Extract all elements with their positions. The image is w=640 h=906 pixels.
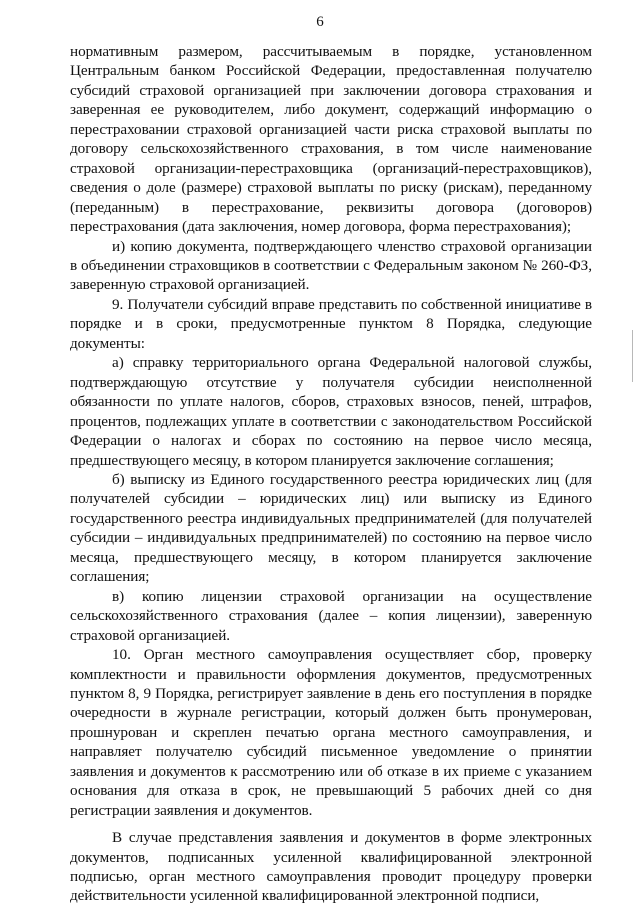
paragraph-item-v: в) копию лицензии страховой организации на осуществление сельскохозяйственного страхования (далее – копия лицензии), заверенную страховой организацией.: [70, 587, 592, 644]
paragraph-clause-10: 10. Орган местного самоуправления осуществляет сбор, проверку комплектности и правильности оформления документов, предусмотренных пунктом 8, 9 Порядка, регистрирует заявление в день его поступления в порядке очередности в журнале регистрации, который должен быть пронумерован, прошнурован и скреплен печатью органа местного самоуправления, и направляет получателю субсидий письменное уведомление о принятии заявления и документов к рассмотрению или об отказе в их приеме с указанием основания для отказа в срок, не превышающий 5 рабочих дней со дня регистрации заявления и документов.: [70, 646, 592, 819]
paragraph-clause-9: 9. Получатели субсидий вправе представить по собственной инициативе в порядке и в сроки, предусмотренные пунктом 8 Порядка, следующие документы:: [70, 295, 592, 352]
scan-margin-mark: [632, 330, 633, 382]
paragraph-reinsurance-continuation: нормативным размером, рассчитываемым в порядке, установленном Центральным банком Российской Федерации, предоставленная получателю субсидий страховой организацией при заключении договора страхования и заверенная ее руководителем, либо документ, содержащий информацию о перестраховании страховой организацией части риска страховой выплаты по договору сельскохозяйственного страхования, в том числе наименование страховой организации-перестраховщика (организаций-перестраховщиков), сведения о доле (размере) страховой выплаты по риску (рискам), переданному (переданным) в перестрахование, реквизиты договора (договоров) перестрахования (дата заключения, номер договора, форма перестрахования);: [70, 43, 592, 236]
paragraph-item-a: а) справку территориального органа Федеральной налоговой службы, подтверждающую отсутствие у получателя субсидии неисполненной обязанности по уплате налогов, сборов, страховых взносов, пеней, штрафов, процентов, подлежащих уплате в соответствии с законодательством Российской Федерации о налогах и сборах по состоянию на первое число месяца, предшествующего месяцу, в котором планируется заключение соглашения;: [70, 354, 592, 469]
paragraph-item-i: и) копию документа, подтверждающего членство страховой организации в объединении страховщиков в соответствии с Федеральным законом № 260-ФЗ, заверенную страховой организацией.: [70, 237, 592, 294]
paragraph-item-b: б) выписку из Единого государственного реестра юридических лиц (для получателей субсидии – юридических лиц) или выписку из Единого государственного реестра индивидуальных предпринимателей (для получателей субсидии – индивидуальных предпринимателей) по состоянию на первое число месяца, предшествующего месяцу, в котором планируется заключение соглашения;: [70, 470, 592, 586]
page-number: 6: [316, 14, 324, 30]
paragraph-electronic-documents: В случае представления заявления и документов в форме электронных документов, подписанных усиленной квалифицированной электронной подписью, орган местного самоуправления проводит процедуру проверки действительности усиленной квалифицированной электронной подписи,: [70, 829, 592, 905]
document-body: [70, 42, 592, 906]
